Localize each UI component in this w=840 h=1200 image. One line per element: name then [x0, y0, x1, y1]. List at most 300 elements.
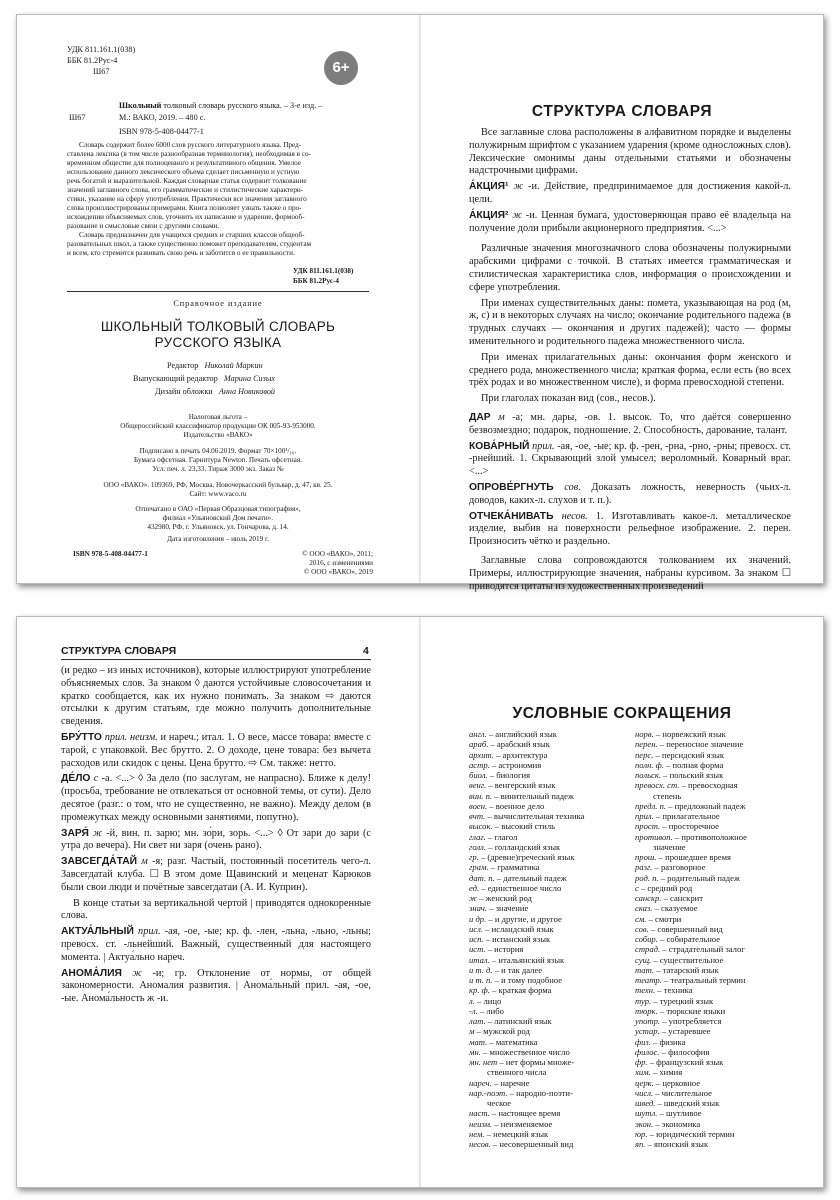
- abbreviation-row: и т. д. – и так далее: [469, 964, 543, 975]
- abbreviation-meaning: экономика: [661, 1118, 701, 1129]
- structure-continued-text: [61, 665, 371, 1009]
- abbreviation-row: грам. – грамматика: [469, 862, 540, 873]
- abbreviation-row: санскр. – санскрит: [635, 893, 704, 903]
- abbreviation: биол.: [469, 770, 488, 780]
- abbreviation: санскр.: [635, 893, 662, 903]
- staff-cover-design: [155, 387, 275, 398]
- bibliographic-side-code: Ш67: [69, 113, 86, 122]
- abbreviation-meaning: латинский язык: [494, 1016, 552, 1026]
- description-line: значений заглавного слова, его грамматические и стилистические характери-: [67, 186, 304, 194]
- top-spread: [16, 14, 824, 592]
- abbreviation-row: дат. п. – дательный падеж: [469, 872, 567, 883]
- abbreviation-row: техн. – техника: [635, 985, 693, 996]
- abbreviation-row: лат. – латинский язык: [469, 1016, 552, 1026]
- abbreviation-row: сов. – совершенный вид: [635, 923, 723, 934]
- staff-managing-editor: [133, 374, 275, 385]
- abbreviation-meaning: турецкий язык: [659, 995, 714, 1006]
- abbreviation-meaning: страдательный залог: [668, 944, 745, 955]
- abbreviation: л.: [469, 995, 475, 1006]
- paragraph: При именах существительных даны: помета, указывающая на род (м, ж, с) и в некоторых случаях на число; окончание родительного падежа (в трудных случаях — окончания и других падежей); часто — формы именительного и родительного падежа множественного числа.: [469, 297, 791, 347]
- abbreviation-meaning: степень: [653, 790, 682, 801]
- publisher-line: ООО «ВАКО». 109369, РФ, Москва, Новочеркасский бульвар, д. 47, кв. 25.: [103, 481, 333, 489]
- abbreviation-meaning: химия: [659, 1067, 683, 1078]
- abbreviation: прост.: [635, 821, 661, 832]
- grammar-mark: несов.: [561, 510, 588, 522]
- abbreviation: мн.: [469, 1046, 481, 1057]
- abbreviation-row: экон. – экономика: [635, 1118, 701, 1129]
- bbk-line: ББК 81.2Рус-4: [67, 56, 118, 65]
- abbreviation-meaning: английский язык: [495, 729, 557, 739]
- abbreviation-meaning: употребляется: [668, 1016, 722, 1026]
- abbreviations-page: [421, 617, 823, 1187]
- isbn-top: ISBN 978-5-408-04477-1: [119, 127, 204, 136]
- abbreviation-row: ед. – единственное число: [469, 882, 562, 893]
- paragraph: (и редко – из иных источников), которые иллюстрируют употребление объясняемых слов. За знаком ◊ даются устойчивые словосочетания и кратко сообщается, как их нужно понимать. За знаком ⇨ даются отсылки к другим статьям, где можно получить дополнительные сведения.: [61, 665, 371, 728]
- staff-name: Николай Маркин: [204, 361, 263, 370]
- abbreviation: и т. п.: [469, 975, 493, 985]
- abbreviation-row: разг. – разговорное: [635, 862, 706, 873]
- abbreviation-meaning: множественное число: [489, 1046, 570, 1057]
- publisher-line: Сайт: www.vaco.ru: [189, 490, 247, 498]
- abbreviation-row: [469, 1098, 629, 1108]
- abbreviation-row: устар. – устаревшее: [635, 1026, 711, 1037]
- structure-continued-page: [17, 617, 419, 1187]
- abbreviations-column-2: [635, 729, 795, 1149]
- printer-block: [17, 505, 419, 532]
- abbreviation-meaning: немецкий язык: [493, 1128, 549, 1139]
- manufacture-date: Дата изготовления – июль 2019 г.: [167, 535, 269, 543]
- abbreviation-meaning: голландский язык: [494, 841, 561, 852]
- abbreviation-row: прил. – прилагательное: [635, 811, 720, 821]
- copyright-line: 2016, с изменениями: [309, 559, 373, 567]
- abbreviation: глаг.: [469, 831, 486, 842]
- abbreviation: венг.: [469, 780, 487, 791]
- headword: А́КЦИЯ¹: [469, 181, 509, 193]
- staff-role: Редактор: [167, 361, 199, 370]
- abbreviation-row: противоп. – противоположное: [635, 831, 747, 842]
- abbreviation-meaning: прилагательное: [662, 811, 720, 821]
- entry-text: -а; мн. дары, -ов. 1. высок. То, что даётся совершенно безвозмездно; подарок, подношение. 2. Способность, дарование, талант.: [469, 411, 791, 436]
- abbreviation: нар.-поэт.: [469, 1087, 508, 1098]
- abbreviation-meaning: народно-поэти-: [516, 1087, 573, 1098]
- abbreviation-row: употр. – употребляется: [635, 1016, 722, 1026]
- abbreviation: араб.: [469, 739, 489, 750]
- abbreviation-row: венг. – венгерский язык: [469, 780, 556, 791]
- headword: КОВА́РНЫЙ: [469, 440, 530, 452]
- age-rating-badge: 6+: [324, 51, 358, 85]
- abbreviation-row: и др. – и другие, и другое: [469, 913, 562, 924]
- abbreviation-row: исл. – исландский язык: [469, 923, 554, 934]
- abbreviation-meaning: лицо: [483, 995, 502, 1006]
- abbreviation: яп.: [635, 1139, 646, 1149]
- headword: БРУ́ТТО: [61, 731, 102, 743]
- bibliographic-line-2: М.: ВАКО, 2019. – 480 с.: [119, 113, 206, 122]
- abbreviation: мн. нет: [469, 1057, 498, 1067]
- abbreviation-row: род. п. – родительный падеж: [635, 872, 740, 883]
- tax-line: Издательство «ВАКО»: [183, 431, 253, 439]
- publisher-block: [17, 481, 419, 499]
- abbreviation-meaning: прошедшее время: [665, 852, 731, 862]
- abbreviation-meaning: татарский язык: [662, 964, 719, 975]
- paragraph: Заглавные слова сопровождаются толкованием их значений. Примеры, иллюстрирующие значения, набраны курсивом. За знаком ☐ приводятся цитаты из художественных произведений: [469, 554, 791, 592]
- abbreviation: род. п.: [635, 872, 659, 883]
- abbreviation-row: мат. – математика: [469, 1036, 538, 1047]
- abbreviation-row: прост. – просторечное: [635, 821, 719, 832]
- sh67-code: Ш67: [93, 67, 110, 76]
- abbreviation: сказ.: [635, 903, 653, 914]
- abbreviation-meaning: единственное число: [487, 882, 562, 893]
- entry-text: Доказать ложность, неверность (чьих-л. доводов, каких-л. слухов и т. п.).: [469, 481, 791, 506]
- abbreviation: превосх. ст.: [635, 780, 680, 791]
- abbreviation-row: мн. – множественное число: [469, 1046, 570, 1057]
- abbreviation-row: англ. – английский язык: [469, 729, 557, 739]
- staff-name: Марина Сизых: [223, 374, 276, 383]
- entry-text: -ая, -ое, -ые; кр. ф. -лен, -льна, -льно, -льны; превосх. ст. -льнейший. Важный, существенный для настоящего момента. | Актуа́льно нареч.: [61, 926, 372, 963]
- abbreviation-row: полн. ф. – полная форма: [635, 759, 724, 770]
- abbreviation-meaning: нет формы множе-: [505, 1057, 575, 1067]
- abbreviation-meaning: архитектура: [502, 749, 548, 760]
- headword: ОПРОВЕ́РГНУТЬ: [469, 481, 554, 493]
- abbreviation-row: нареч. – наречие: [469, 1077, 530, 1088]
- bibliographic-line-1: Школьный толковый словарь русского языка. – 3-е изд. –: [119, 101, 323, 110]
- abbreviation-row: перен. – переносное значение: [635, 739, 744, 750]
- abbreviation-meaning: польский язык: [669, 770, 724, 780]
- abbreviation-row: нем. – немецкий язык: [469, 1128, 549, 1139]
- abbreviation-row: л. – лицо: [469, 995, 502, 1006]
- abbreviation-meaning: военное дело: [495, 800, 545, 811]
- abbreviation: см.: [635, 913, 647, 924]
- abbreviation-row: гр. – (древне)греческий язык: [469, 852, 575, 862]
- abbreviation: перс.: [635, 749, 654, 760]
- abbreviation-meaning: противоположное: [681, 831, 747, 842]
- abbreviation-meaning: настоящее время: [498, 1108, 561, 1119]
- abbreviation-row: ж – женский род: [469, 893, 532, 903]
- abbreviation: мат.: [469, 1036, 488, 1047]
- abbreviation: итал.: [469, 954, 490, 965]
- abbreviation-row: филос. – философия: [635, 1046, 710, 1057]
- abbreviation: кр. ф.: [469, 985, 490, 996]
- abbreviation: тат.: [635, 964, 655, 975]
- paragraph: Различные значения многозначного слова обозначены полужирными арабскими цифрами с точкой. В статьях имеется грамматическая и стилистическая характеристика слов, информация о происхождении и сфере употребления.: [469, 243, 791, 293]
- description-line: Словарь содержит более 6000 слов русского литературного языка. Пред-: [79, 141, 302, 149]
- headword: А́КЦИЯ²: [469, 209, 509, 221]
- abbreviation-meaning: сказуемое: [661, 903, 698, 914]
- page-number: 4: [363, 645, 369, 657]
- entry-kovarny: [469, 441, 791, 479]
- abbreviation: гр.: [469, 852, 479, 862]
- abbreviation: устар.: [635, 1026, 660, 1037]
- abbreviation-meaning: и другие, и другое: [494, 913, 562, 924]
- entry-aktsiya-1: [469, 181, 791, 207]
- abbreviation: лат.: [469, 1016, 486, 1026]
- abbreviation: употр.: [635, 1016, 661, 1026]
- abbreviation: нареч.: [469, 1077, 492, 1088]
- abbreviation: норв.: [635, 729, 654, 739]
- entry-text: и нареч.; итал. 1. О весе, массе товара: вместе с тарой, с упаковкой. Вес брутто. 2. О доходе, цене товара: без вычета расходов или скидок с цены. Цена брутто. ⇨ См. также: нетто.: [61, 731, 371, 769]
- abbreviation-meaning: родительный падеж: [667, 872, 740, 883]
- entry-text: 1. Изготавливать какое-л. металлическое изделие, выбив на поверхности рельефное изображение. 2. перен. Произносить чётко и раздельно.: [469, 510, 792, 548]
- staff-role: Выпускающий редактор: [133, 374, 218, 383]
- abbreviation-meaning: краткая форма: [498, 985, 552, 996]
- abbreviation-row: предл. п. – предложный падеж: [635, 800, 746, 811]
- abbreviation-meaning: философия: [668, 1046, 710, 1057]
- abbreviation: ист.: [469, 944, 486, 955]
- entry-text: -и; гр. Отклонение от нормы, от общей закономерности. Аномалия развития. | Анома́льный прил. -ая, -ое, -ые. Анома́льность ж -и.: [61, 967, 372, 1005]
- abbreviation-row: архит. – архитектура: [469, 749, 548, 760]
- abbreviation-meaning: смотри: [655, 913, 682, 924]
- entry-anomaliya: [61, 968, 371, 1006]
- abbreviations-column-1: [469, 729, 629, 1149]
- abbreviation-meaning: предложный падеж: [674, 800, 746, 811]
- abbreviation-meaning: физика: [659, 1036, 686, 1047]
- abbreviation-meaning: разговорное: [660, 862, 706, 873]
- abbreviation-row: прош. – прошедшее время: [635, 852, 731, 862]
- abbreviation-meaning: астрономия: [498, 759, 542, 770]
- entry-text: -а. <...> ◊ За дело (по заслугам, не напрасно). Ближе к делу! (просьба, требование не отвлекаться от основной темы, от сути). Дело десятое (разг.: о том, что не существенно, не важно). Между делом (в промежутках между основными занятиями, попутно).: [61, 773, 372, 823]
- abbreviation-meaning: мужской род: [483, 1026, 530, 1037]
- abbreviation-meaning: несовершенный вид: [499, 1139, 574, 1149]
- abbreviation-meaning: неизменяемое: [500, 1118, 553, 1129]
- abbreviation: собир.: [635, 934, 658, 944]
- abbreviation-row: [635, 791, 795, 801]
- abbreviation-meaning: итальянский язык: [498, 954, 565, 965]
- abbreviation-meaning: совершенный вид: [657, 923, 723, 934]
- grammar-mark: м: [141, 856, 148, 868]
- description-line: стики, указание на сферу употребления. Практически все значения заглавного: [67, 195, 307, 203]
- structure-page: [421, 15, 823, 592]
- tax-line: Общероссийский классификатор продукции ОК 005-93-953000.: [120, 422, 316, 430]
- abbreviation-meaning: числительное: [661, 1087, 712, 1098]
- print-specs-block: [17, 447, 419, 474]
- grammar-mark: ж: [513, 181, 524, 193]
- abbreviation: страд.: [635, 944, 661, 955]
- paragraph: В конце статьи за вертикальной чертой | приводятся однокоренные слова.: [61, 897, 371, 922]
- abbreviation-row: с – средний род: [635, 882, 693, 893]
- abbreviation-meaning: санскрит: [670, 893, 704, 903]
- abbreviation: тюрк.: [635, 1005, 658, 1016]
- abbreviation: экон.: [635, 1118, 654, 1129]
- abbreviation-row: шутл. – шутливое: [635, 1108, 702, 1119]
- abbreviation-meaning: ственного числа: [487, 1067, 547, 1078]
- abbreviation-row: страд. – страдательный залог: [635, 944, 745, 955]
- grammar-mark: ж: [92, 827, 103, 839]
- abbreviation: и др.: [469, 913, 487, 924]
- abbreviation-row: араб. – арабский язык: [469, 739, 550, 750]
- printer-line: филиал «Ульяновский Дом печати».: [162, 514, 274, 522]
- abbreviation: прил.: [635, 811, 654, 821]
- abbreviation-row: кр. ф. – краткая форма: [469, 985, 552, 996]
- description-line: разование и смысловые связи с другими словами.: [67, 222, 220, 230]
- staff-editor: [167, 361, 263, 372]
- grammar-mark: с: [93, 773, 99, 785]
- abbreviation-row: голл. – голландский язык: [469, 841, 561, 852]
- abbreviation-meaning: грамматика: [497, 862, 540, 873]
- abbreviation: церк.: [635, 1077, 654, 1088]
- grammar-mark: м: [498, 411, 505, 423]
- abbreviation-meaning: превосходная: [688, 780, 738, 791]
- grammar-mark: ж: [512, 209, 522, 221]
- entry-text: -я; разг. Частый, постоянный посетитель чего-л. Завсегдатай клуба. ☐ В этом доме Щавинский и меценат Карюков были свои люди и почётные завсегдатаи (А. И. Куприн).: [61, 856, 371, 893]
- abbreviation-meaning: и тому подобное: [501, 975, 563, 985]
- abbreviation-meaning: наречие: [500, 1077, 530, 1088]
- abbreviation-row: физ. – физика: [635, 1036, 686, 1047]
- abbreviation: полн. ф.: [635, 759, 664, 770]
- abbreviation-row: глаг. – глагол: [469, 831, 518, 842]
- book-title-line-2: РУССКОГО ЯЗЫКА: [154, 335, 282, 350]
- headword: ЗАВСЕГДА́ТАЙ: [61, 856, 138, 868]
- grammar-mark: прил.: [138, 926, 161, 938]
- abbreviation: грам.: [469, 862, 489, 873]
- abbreviation-meaning: винительный падеж: [500, 790, 574, 801]
- abbreviation-meaning: японский язык: [654, 1139, 709, 1149]
- abbreviation-meaning: церковное: [662, 1077, 701, 1088]
- abbreviation-meaning: театральный термин: [670, 975, 746, 985]
- abbreviation-meaning: собирательное: [666, 934, 721, 944]
- abbreviation-meaning: персидский язык: [661, 749, 725, 760]
- entry-text: -ая, -ое, -ые; кр. ф. -рен, -рна, -рно, -рны; превосх. ст. -рнейший. 1. Скрывающий злой умысел; вероломный. Коварный враг. <...>: [469, 440, 791, 478]
- abbreviation-row: юр. – юридический термин: [635, 1128, 735, 1139]
- abbreviation-row: нар.-поэт. – народно-поэти-: [469, 1087, 573, 1098]
- entry-text: -й, вин. п. зарю; мн. зо́ри, зорь. <...> ◊ От зари до зари (с утра до вечера). Ни свет ни заря (очень рано).: [61, 827, 372, 852]
- abbreviation: разг.: [635, 862, 653, 873]
- copyright-line: © ООО «ВАКО», 2019: [303, 568, 373, 576]
- abbreviation: астр.: [469, 759, 490, 770]
- abbreviations-title: УСЛОВНЫЕ СОКРАЩЕНИЯ: [512, 705, 732, 722]
- entry-delo: [61, 773, 371, 824]
- abbreviation: хим.: [635, 1067, 651, 1078]
- abbreviation: знач.: [469, 903, 488, 914]
- abbreviation-meaning: тюркские языки: [666, 1005, 726, 1016]
- header-rule: [61, 659, 371, 660]
- abbreviation-meaning: устаревшее: [668, 1026, 711, 1037]
- description-line: слова проиллюстрированы примерами. Книга позволяет узнать также о про-: [67, 204, 302, 212]
- headword: АКТУА́ЛЬНЫЙ: [61, 926, 134, 938]
- abbreviation-row: перс. – персидский язык: [635, 749, 725, 760]
- abbreviation-row: вин. п. – винительный падеж: [469, 790, 574, 801]
- abbreviation: перен.: [635, 739, 658, 750]
- grammar-mark: ж: [132, 967, 142, 979]
- print-spec-line: Подписано в печать 04.06.2019. Формат 70×100¹/₁₆.: [139, 447, 297, 455]
- abbreviation-row: церк. – церковное: [635, 1077, 701, 1088]
- abbreviation: вин. п.: [469, 790, 493, 801]
- abbreviation-row: норв. – норвежский язык: [635, 729, 726, 739]
- abbreviation: ед.: [469, 882, 480, 893]
- abbreviation: исп.: [469, 934, 484, 944]
- entry-zarya: [61, 828, 371, 854]
- entry-oprovergnut: [469, 482, 791, 508]
- abbreviation: высок.: [469, 821, 493, 832]
- abbreviation-row: астр. – астрономия: [469, 759, 542, 770]
- headword: ДЕ́ЛО: [61, 773, 91, 785]
- description-line: использование данного лексического объема сделает письменную и устную: [67, 168, 300, 176]
- abbreviation-meaning: математика: [495, 1036, 538, 1047]
- grammar-mark: прил.: [532, 440, 555, 452]
- description-line: разовательных школ, а также существенно поможет преподавателям, студентам: [67, 240, 312, 248]
- abbreviation-meaning: значение: [495, 903, 529, 914]
- abbreviation: фр.: [635, 1057, 648, 1067]
- entry-aktsiya-2: [469, 210, 791, 236]
- abbreviation-row: м – мужской род: [469, 1026, 530, 1037]
- abbreviation-row: высок. – высокий стиль: [469, 821, 556, 832]
- abbreviation: нем.: [469, 1128, 485, 1139]
- grammar-mark: сов.: [564, 481, 581, 493]
- abbreviation: противоп.: [635, 831, 673, 842]
- abbreviation-meaning: полная форма: [672, 759, 724, 770]
- section-title: СТРУКТУРА СЛОВАРЯ: [531, 103, 713, 120]
- abbreviation-meaning: средний род: [647, 882, 693, 893]
- headword: ОТЧЕКА́НИВАТЬ: [469, 510, 554, 522]
- description-line: речь богатой и выразительной. Каждая словарная статья содержит толкование: [67, 177, 307, 185]
- tax-block: [17, 413, 419, 440]
- headword: АНОМА́ЛИЯ: [61, 967, 122, 979]
- grammar-mark: прил. неизм.: [104, 731, 158, 743]
- abbreviation-meaning: глагол: [494, 831, 518, 842]
- abbreviation-meaning: переносное значение: [666, 739, 744, 750]
- description-line: и всем, кто стремится развивать свою речь и заботится о ее правильности.: [67, 249, 295, 257]
- abbreviation: -л.: [469, 1005, 478, 1016]
- abbreviation-meaning: французский язык: [656, 1057, 724, 1067]
- printer-line: 432980, РФ, г. Ульяновск, ул. Гончарова, д. 14.: [147, 523, 289, 531]
- bottom-spread: [16, 616, 824, 1188]
- headword: ЗАРЯ́: [61, 827, 89, 839]
- abbreviation-row: см. – смотри: [635, 913, 682, 924]
- structure-text: [469, 127, 791, 596]
- abbreviation-row: сущ. – существительное: [635, 954, 724, 965]
- abbreviation: и т. д.: [469, 964, 493, 975]
- abbreviation-meaning: существительное: [659, 954, 724, 965]
- headword: ДАР: [469, 411, 491, 423]
- abbreviation-row: ист. – история: [469, 944, 524, 955]
- tax-line: Налоговая льгота –: [188, 413, 248, 421]
- abbreviation-row: исп. – испанский язык: [469, 934, 551, 944]
- abbreviation-meaning: и так далее: [501, 964, 543, 975]
- abbreviation: сов.: [635, 923, 649, 934]
- abbreviation-row: собир. – собирательное: [635, 934, 721, 944]
- divider: [67, 291, 369, 292]
- abbreviation: неизм.: [469, 1118, 493, 1129]
- abbreviation-row: тур. – турецкий язык: [635, 995, 714, 1006]
- entry-aktualny: [61, 926, 371, 964]
- abbreviation: предл. п.: [635, 800, 667, 811]
- abbreviation: прош.: [635, 852, 657, 862]
- abbreviation-row: воен. – военное дело: [469, 800, 545, 811]
- entry-text: -и. Действие, предпринимаемое для достижения какой-л. цели.: [469, 181, 792, 205]
- isbn-bottom: ISBN 978-5-408-04477-1: [73, 550, 148, 558]
- abbreviation: архит.: [469, 749, 494, 760]
- abbreviation-meaning: просторечное: [668, 821, 719, 832]
- abbreviation-meaning: значение: [653, 841, 686, 852]
- abbreviation-meaning: арабский язык: [496, 739, 550, 750]
- abbreviation: тур.: [635, 995, 652, 1006]
- description-line: Словарь предназначен для учащихся средних и старших классов общеоб-: [79, 231, 305, 239]
- abbreviation: несов.: [469, 1139, 491, 1149]
- abbreviation-meaning: либо: [486, 1005, 504, 1016]
- abbreviation-meaning: шведский язык: [663, 1098, 720, 1108]
- staff-name: Анна Новиковой: [218, 387, 276, 396]
- abbreviation-row: итал. – итальянский язык: [469, 954, 565, 965]
- abbreviation-meaning: норвежский язык: [662, 729, 726, 739]
- abbreviation-meaning: исландский язык: [491, 923, 554, 934]
- printer-line: Отпечатано в ОАО «Первая Образцовая типография»,: [135, 505, 301, 513]
- abbreviation: вчт.: [469, 811, 486, 821]
- description-line: исхождении объясняемых слов, уточнить их написание и ударение, формооб-: [67, 213, 305, 221]
- abbreviation-meaning: ческое: [487, 1098, 512, 1108]
- book-title-line-1: ШКОЛЬНЫЙ ТОЛКОВЫЙ СЛОВАРЬ: [100, 319, 336, 334]
- abbreviation-row: польск. – польский язык: [635, 770, 724, 780]
- abbreviation-meaning: дательный падеж: [503, 872, 567, 883]
- paragraph: При глаголах показан вид (сов., несов.).: [481, 393, 656, 405]
- abbreviation: наст.: [469, 1108, 490, 1119]
